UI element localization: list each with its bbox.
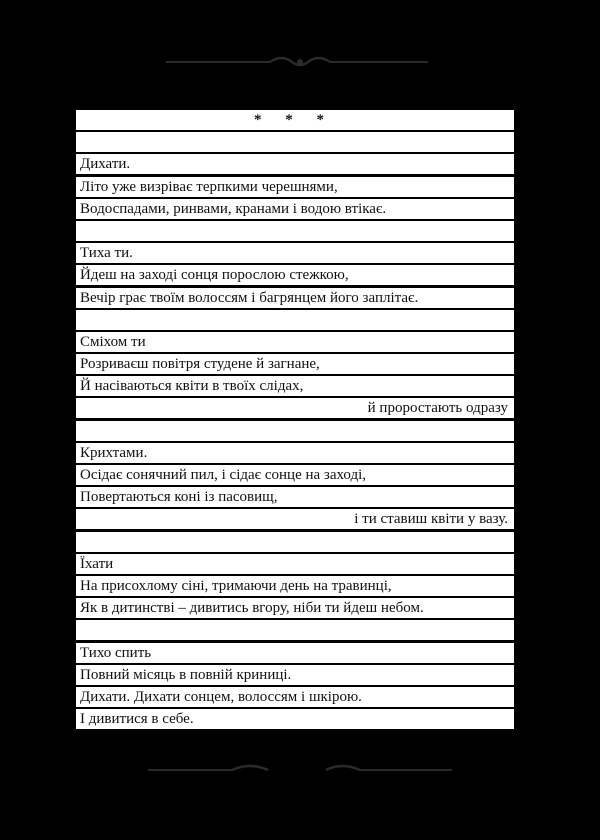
poem-line: Тиха ти. [76,243,514,263]
poem-line: Й насіваються квіти в твоїх слідах, [76,376,514,396]
page-number: 3 [296,759,304,774]
poem-line: й проростають одразу [76,398,514,418]
top-ornament-divider [0,52,600,72]
poem-line: Тихо спить [76,643,514,663]
poem-line: Сміхом ти [76,332,514,352]
poem-blank-line [76,310,514,330]
poem-blank-line [76,620,514,640]
poem-blank-line [76,421,514,441]
poem-line: Дихати. Дихати сонцем, волоссям і шкірою. [76,687,514,707]
poem-line: На присохлому сіні, тримаючи день на травинці, [76,576,514,596]
poem-line: Розриваєш повітря студене й загнане, [76,354,514,374]
poem-line: Як в дитинстві – дивитись вгору, ніби ти йдеш небом. [76,598,514,618]
poem-blank-line [76,532,514,552]
poem-heading-asterisks: * * * [76,110,514,130]
poem-line: Йдеш на заході сонця порослою стежкою, [76,265,514,285]
poem-line: Вечір грає твоїм волоссям і багрянцем його заплітає. [76,288,514,308]
poem-line: Літо уже визріває терпкими черешнями, [76,177,514,197]
poem-line: Осідає сонячний пил, і сідає сонце на заході, [76,465,514,485]
poem-line: Повертаються коні із пасовищ, [76,487,514,507]
poem-line: Водоспадами, ринвами, кранами і водою втікає. [76,199,514,219]
poem-line: Дихати. [76,154,514,174]
poem-line: Крихтами. [76,443,514,463]
poem-line: Повний місяць в повній криниці. [76,665,514,685]
poem-line: І дивитися в себе. [76,709,514,729]
poem-body [76,110,514,731]
poem-blank-line [76,221,514,241]
poem-line: Їхати [76,554,514,574]
poem-line: і ти ставиш квіти у вазу. [76,509,514,529]
ornament-flourish-icon [0,52,600,72]
poem-blank-line [76,132,514,152]
